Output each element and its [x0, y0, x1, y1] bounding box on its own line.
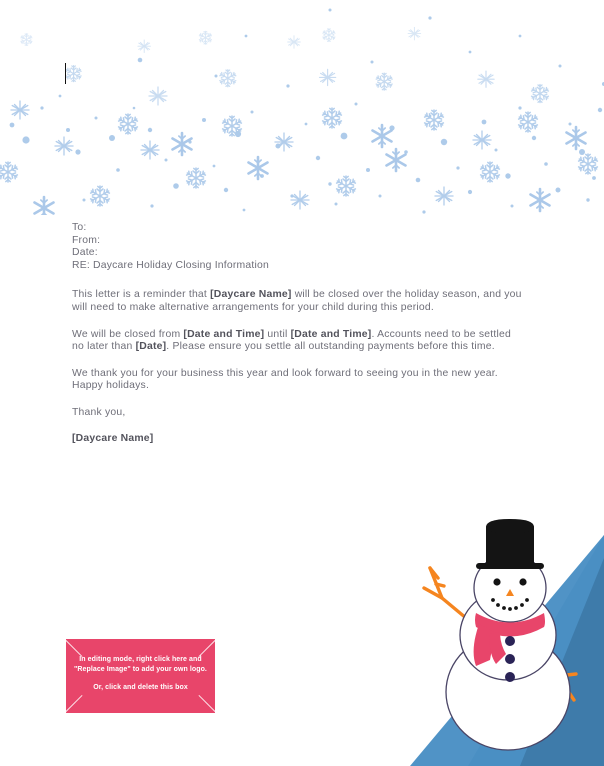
para2-text-1: We will be closed from — [72, 328, 184, 340]
para2-text-2: until — [264, 328, 291, 340]
signature-placeholder-daycare-name: [Daycare Name] — [72, 432, 154, 444]
logo-instruction-line-2: Or, click and delete this box — [93, 684, 188, 692]
snowman-hat-top-icon — [486, 520, 534, 534]
snowman-eye-left-icon — [493, 578, 500, 585]
para1-placeholder-daycare-name: [Daycare Name] — [210, 289, 292, 301]
paragraph-closure-dates — [72, 329, 524, 354]
para1-text-1: This letter is a reminder that — [72, 289, 211, 301]
para2-text-4: . Please ensure you settle all outstanding payments before this time. — [166, 341, 495, 353]
spacer — [72, 420, 524, 433]
snowman-button-2-icon — [505, 654, 515, 664]
paragraph-reminder — [72, 289, 524, 314]
logo-placeholder-text — [66, 655, 215, 693]
snowman-illustration — [380, 500, 604, 766]
closing-line: Thank you, — [72, 406, 126, 418]
corner-mark-bottom-left-icon — [66, 695, 83, 713]
snowman-button-3-icon — [505, 672, 515, 682]
para2-text-3: . Accounts need to be settled no later than — [72, 328, 511, 353]
text-caret — [65, 63, 66, 84]
spacer — [72, 272, 524, 289]
logo-instruction-line-1: In editing mode, right click here and "Replace Image" to add your own logo. — [74, 656, 207, 673]
letter-body[interactable] — [72, 222, 524, 445]
para2-placeholder-date-time-end: [Date and Time] — [290, 328, 372, 340]
snowflake-header-banner — [0, 0, 604, 215]
field-to: To: — [72, 222, 87, 233]
spacer — [72, 315, 524, 329]
corner-mark-bottom-right-icon — [198, 695, 215, 713]
field-from: From: — [72, 234, 101, 246]
spacer — [72, 393, 524, 407]
para1-text-2: will be closed over the holiday season, and you will need to make alternative arrangements for your child during this period. — [72, 289, 522, 313]
field-subject: RE: Daycare Holiday Closing Information — [72, 259, 269, 271]
snowman-eye-right-icon — [519, 578, 526, 585]
logo-placeholder-box[interactable] — [66, 639, 215, 713]
para2-placeholder-date: [Date] — [135, 341, 167, 353]
spacer — [72, 354, 524, 368]
paragraph-thanks: We thank you for your business this year and look forward to seeing you in the new year. Happy holidays. — [72, 367, 498, 392]
snowman-button-1-icon — [505, 636, 515, 646]
field-date: Date: — [72, 247, 98, 259]
para2-placeholder-date-time-start: [Date and Time] — [183, 328, 265, 340]
